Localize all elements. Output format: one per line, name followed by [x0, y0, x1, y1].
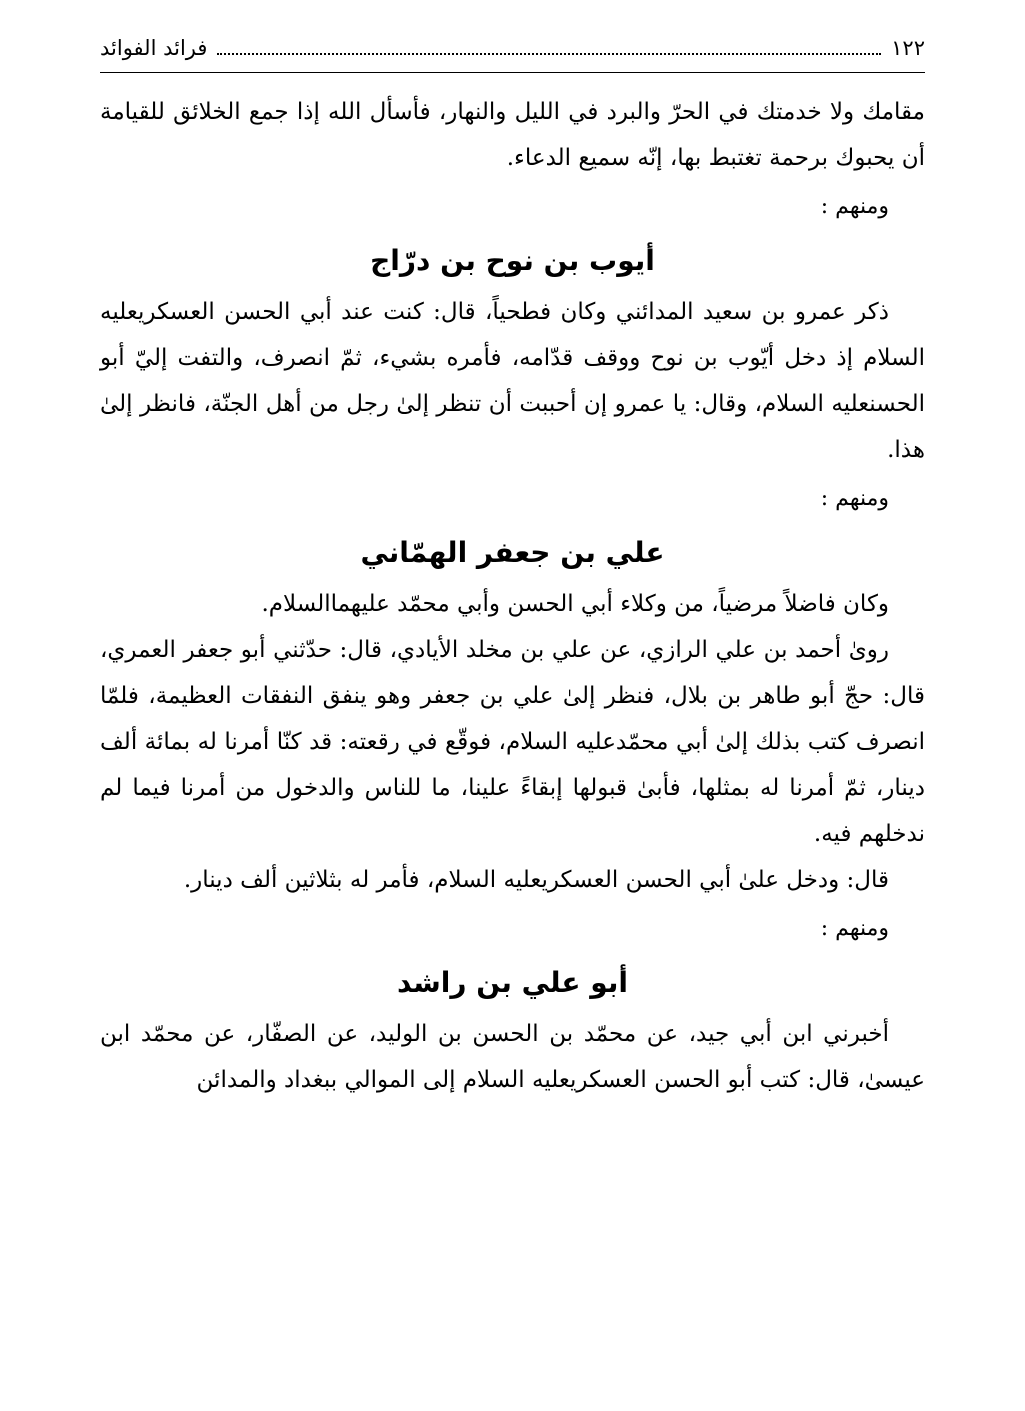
page-number: ١٢٢ [891, 36, 925, 60]
section-intro: ومنهم : [820, 916, 889, 941]
paragraph: ذكر عمرو بن سعيد المدائني وكان فطحياً، قال: كنت عند أبي الحسن العسكريعليه السلام إذ دخل أيّوب بن نوح ووقف قدّامه، فأمره بشيء، ثمّ انصرف، والتفت إليّ أبو الحسنعليه السلام، وقال: يا عمرو إن أحببت أن تنظر إلىٰ رجل من أهل الجنّة، فانظر إلىٰ هذا. [100, 299, 925, 463]
paragraph: وكان فاضلاً مرضياً، من وكلاء أبي الحسن وأبي محمّد عليهماالسلام. [261, 591, 889, 617]
section-intro: ومنهم : [820, 486, 889, 511]
section-heading: علي بن جعفر الهمّاني [360, 536, 665, 569]
section-heading: أبو علي بن راشد [397, 966, 628, 999]
paragraph: أخبرني ابن أبي جيد، عن محمّد بن الحسن بن الوليد، عن الصفّار، عن محمّد ابن عيسىٰ، قال: كتب أبو الحسن العسكريعليه السلام إلى الموالي ببغداد والمدائن [100, 1021, 925, 1093]
section-intro: ومنهم : [820, 194, 889, 219]
document-page [100, 28, 925, 1103]
book-title: فرائد الفوائد [100, 36, 208, 60]
paragraph: مقامك ولا خدمتك في الحرّ والبرد في الليل والنهار، فأسأل الله إذا جمع الخلائق للقيامة أن يحبوك برحمة تغتبط بها، إنّه سميع الدعاء. [100, 99, 925, 171]
paragraph: قال: ودخل علىٰ أبي الحسن العسكريعليه السلام، فأمر له بثلاثين ألف دينار. [183, 867, 889, 893]
running-header [100, 28, 925, 73]
paragraph: روىٰ أحمد بن علي الرازي، عن علي بن مخلد الأيادي، قال: حدّثني أبو جعفر العمري، قال: حجّ أبو طاهر بن بلال، فنظر إلىٰ علي بن جعفر وهو ينفق النفقات العظيمة، فلمّا انصرف كتب بذلك إلىٰ أبي محمّدعليه السلام، فوقّع في رقعته: قد كنّا أمرنا له بمائة ألف دينار، ثمّ أمرنا له بمثلها، فأبىٰ قبولها إبقاءً علينا، ما للناس والدخول من أمرنا فيما لم ندخلهم فيه. [100, 637, 925, 847]
body-text [100, 89, 925, 1103]
header-leader-dots [217, 41, 881, 55]
section-heading: أيوب بن نوح بن درّاج [370, 244, 655, 277]
